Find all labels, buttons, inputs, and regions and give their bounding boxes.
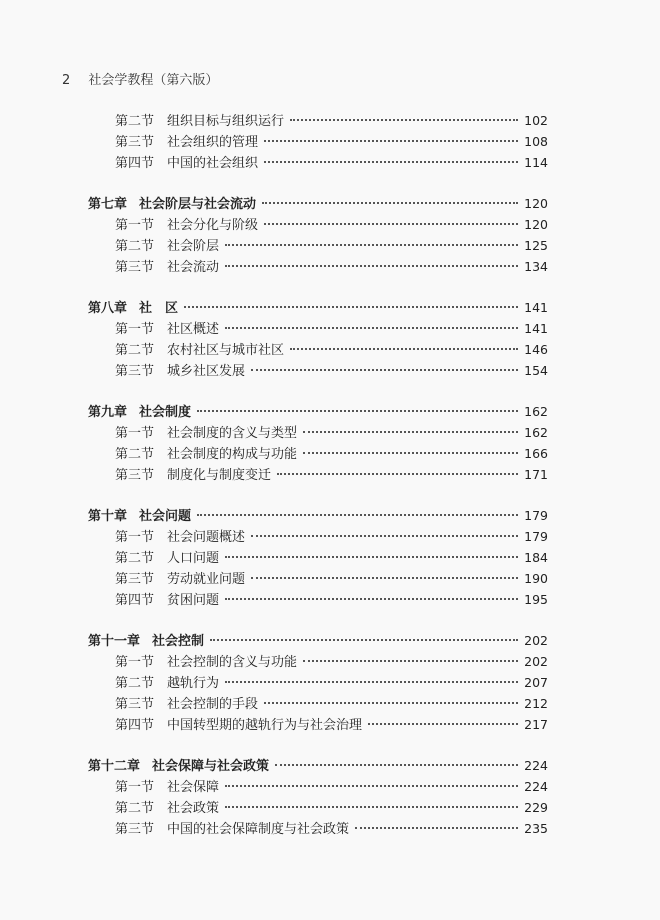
toc-section-entry <box>88 547 548 568</box>
dot-leader <box>264 161 518 163</box>
toc-entry-title: 社区概述 <box>167 322 220 337</box>
toc-chapter-entry <box>88 297 548 318</box>
toc-section-entry <box>88 318 548 339</box>
dot-leader <box>225 244 518 246</box>
dot-leader <box>275 764 518 766</box>
toc-entry-page: 224 <box>524 779 548 794</box>
toc-entry-number: 第二节 <box>115 676 155 691</box>
toc-entry-page: 120 <box>524 217 548 232</box>
dot-leader <box>251 577 518 579</box>
toc-entry-page: 179 <box>524 508 548 523</box>
toc-section-entry <box>88 693 548 714</box>
dot-leader <box>264 140 518 142</box>
toc-entry-number: 第二节 <box>115 239 155 254</box>
toc-section-entry <box>88 776 548 797</box>
dot-leader <box>184 306 518 308</box>
toc-entry-page: 114 <box>524 155 548 170</box>
toc-entry-number: 第三节 <box>115 260 155 275</box>
dot-leader <box>225 327 518 329</box>
toc-section-entry <box>88 214 548 235</box>
dot-leader <box>251 369 518 371</box>
dot-leader <box>197 514 518 516</box>
toc-entry-title: 社会控制的手段 <box>167 697 259 712</box>
toc-entry-number: 第二节 <box>115 447 155 462</box>
dot-leader <box>368 723 518 725</box>
toc-chapter-entry <box>88 193 548 214</box>
toc-entry-page: 202 <box>524 654 548 669</box>
dot-leader <box>225 556 518 558</box>
toc-entry-title: 社会阶层 <box>167 239 220 254</box>
table-of-contents <box>88 110 548 839</box>
toc-entry-title: 社会组织的管理 <box>167 135 259 150</box>
toc-entry-number: 第二节 <box>115 551 155 566</box>
toc-section-entry <box>88 339 548 360</box>
toc-entry-title: 组织目标与组织运行 <box>167 114 285 129</box>
toc-section-entry <box>88 422 548 443</box>
page-number: 2 <box>62 73 71 88</box>
toc-entry-title: 社会保障 <box>167 780 220 795</box>
toc-entry-title: 社会制度的含义与类型 <box>167 426 298 441</box>
dot-leader <box>264 702 518 704</box>
toc-entry-page: 120 <box>524 196 548 211</box>
toc-entry-number: 第三节 <box>115 364 155 379</box>
toc-entry-number: 第十二章 <box>88 759 141 774</box>
toc-section-entry <box>88 110 548 131</box>
dot-leader <box>251 535 518 537</box>
toc-entry-page: 235 <box>524 821 548 836</box>
dot-leader <box>197 410 518 412</box>
toc-entry-number: 第三节 <box>115 468 155 483</box>
toc-entry-title: 越轨行为 <box>167 676 220 691</box>
toc-entry-title: 城乡社区发展 <box>167 364 246 379</box>
toc-entry-number: 第八章 <box>88 301 128 316</box>
toc-entry-page: 162 <box>524 404 548 419</box>
toc-entry-title: 中国转型期的越轨行为与社会治理 <box>167 718 363 733</box>
toc-entry-number: 第一节 <box>115 218 155 233</box>
book-title: 社会学教程（第六版） <box>88 73 219 88</box>
toc-chapter-entry <box>88 401 548 422</box>
toc-entry-title: 社会制度 <box>139 405 192 420</box>
toc-chapter-entry <box>88 755 548 776</box>
toc-entry-page: 162 <box>524 425 548 440</box>
toc-section-entry <box>88 464 548 485</box>
toc-section-entry <box>88 443 548 464</box>
toc-entry-page: 102 <box>524 113 548 128</box>
toc-entry-number: 第四节 <box>115 593 155 608</box>
toc-gap <box>88 485 548 505</box>
toc-entry-title: 社会流动 <box>167 260 220 275</box>
toc-entry-page: 134 <box>524 259 548 274</box>
toc-gap <box>88 381 548 401</box>
toc-entry-page: 141 <box>524 321 548 336</box>
toc-entry-number: 第一节 <box>115 780 155 795</box>
toc-gap <box>88 277 548 297</box>
toc-entry-page: 190 <box>524 571 548 586</box>
dot-leader <box>303 431 518 433</box>
toc-entry-title: 中国的社会组织 <box>167 156 259 171</box>
toc-entry-title: 社会制度的构成与功能 <box>167 447 298 462</box>
toc-entry-page: 154 <box>524 363 548 378</box>
toc-section-entry <box>88 235 548 256</box>
toc-section-entry <box>88 672 548 693</box>
toc-entry-page: 125 <box>524 238 548 253</box>
toc-chapter-entry <box>88 630 548 651</box>
toc-entry-title: 社会控制 <box>152 634 205 649</box>
toc-section-entry <box>88 360 548 381</box>
dot-leader <box>225 785 518 787</box>
toc-entry-title: 社 区 <box>139 301 179 316</box>
toc-section-entry <box>88 797 548 818</box>
toc-entry-title: 人口问题 <box>167 551 220 566</box>
toc-entry-number: 第三节 <box>115 135 155 150</box>
toc-entry-title: 制度化与制度变迁 <box>167 468 272 483</box>
toc-entry-page: 184 <box>524 550 548 565</box>
toc-entry-title: 社会政策 <box>167 801 220 816</box>
toc-entry-page: 217 <box>524 717 548 732</box>
toc-entry-title: 社会问题 <box>139 509 192 524</box>
toc-section-entry <box>88 651 548 672</box>
dot-leader <box>225 265 518 267</box>
toc-entry-number: 第一节 <box>115 322 155 337</box>
toc-entry-number: 第二节 <box>115 801 155 816</box>
dot-leader <box>303 452 518 454</box>
dot-leader <box>355 827 518 829</box>
toc-entry-title: 社会阶层与社会流动 <box>139 197 257 212</box>
toc-entry-number: 第一节 <box>115 655 155 670</box>
toc-entry-number: 第一节 <box>115 530 155 545</box>
toc-entry-page: 179 <box>524 529 548 544</box>
dot-leader <box>210 639 518 641</box>
dot-leader <box>225 598 518 600</box>
toc-section-entry <box>88 526 548 547</box>
toc-chapter-entry <box>88 505 548 526</box>
toc-entry-number: 第四节 <box>115 156 155 171</box>
dot-leader <box>277 473 518 475</box>
toc-entry-page: 202 <box>524 633 548 648</box>
toc-gap <box>88 735 548 755</box>
toc-entry-title: 贫困问题 <box>167 593 220 608</box>
toc-entry-title: 劳动就业问题 <box>167 572 246 587</box>
toc-entry-number: 第三节 <box>115 697 155 712</box>
toc-entry-title: 社会分化与阶级 <box>167 218 259 233</box>
dot-leader <box>290 119 518 121</box>
dot-leader <box>225 681 518 683</box>
toc-section-entry <box>88 152 548 173</box>
toc-section-entry <box>88 714 548 735</box>
running-head <box>62 69 218 88</box>
toc-entry-number: 第三节 <box>115 822 155 837</box>
toc-entry-page: 224 <box>524 758 548 773</box>
toc-entry-number: 第三节 <box>115 572 155 587</box>
toc-entry-page: 166 <box>524 446 548 461</box>
toc-section-entry <box>88 131 548 152</box>
toc-entry-number: 第十一章 <box>88 634 141 649</box>
toc-entry-number: 第九章 <box>88 405 128 420</box>
dot-leader <box>262 202 518 204</box>
toc-entry-number: 第二节 <box>115 343 155 358</box>
toc-entry-page: 108 <box>524 134 548 149</box>
toc-gap <box>88 173 548 193</box>
toc-entry-page: 171 <box>524 467 548 482</box>
toc-entry-page: 146 <box>524 342 548 357</box>
toc-entry-number: 第十章 <box>88 509 128 524</box>
toc-section-entry <box>88 568 548 589</box>
toc-entry-page: 195 <box>524 592 548 607</box>
toc-entry-page: 141 <box>524 300 548 315</box>
toc-entry-number: 第一节 <box>115 426 155 441</box>
toc-gap <box>88 610 548 630</box>
dot-leader <box>225 806 518 808</box>
dot-leader <box>303 660 518 662</box>
toc-entry-title: 社会问题概述 <box>167 530 246 545</box>
toc-section-entry <box>88 589 548 610</box>
toc-entry-number: 第四节 <box>115 718 155 733</box>
toc-entry-number: 第七章 <box>88 197 128 212</box>
dot-leader <box>290 348 518 350</box>
toc-entry-page: 212 <box>524 696 548 711</box>
toc-entry-page: 229 <box>524 800 548 815</box>
toc-entry-title: 农村社区与城市社区 <box>167 343 285 358</box>
dot-leader <box>264 223 518 225</box>
toc-entry-page: 207 <box>524 675 548 690</box>
toc-entry-title: 社会保障与社会政策 <box>152 759 270 774</box>
toc-entry-title: 社会控制的含义与功能 <box>167 655 298 670</box>
toc-section-entry <box>88 818 548 839</box>
toc-entry-title: 中国的社会保障制度与社会政策 <box>167 822 350 837</box>
toc-entry-number: 第二节 <box>115 114 155 129</box>
toc-section-entry <box>88 256 548 277</box>
